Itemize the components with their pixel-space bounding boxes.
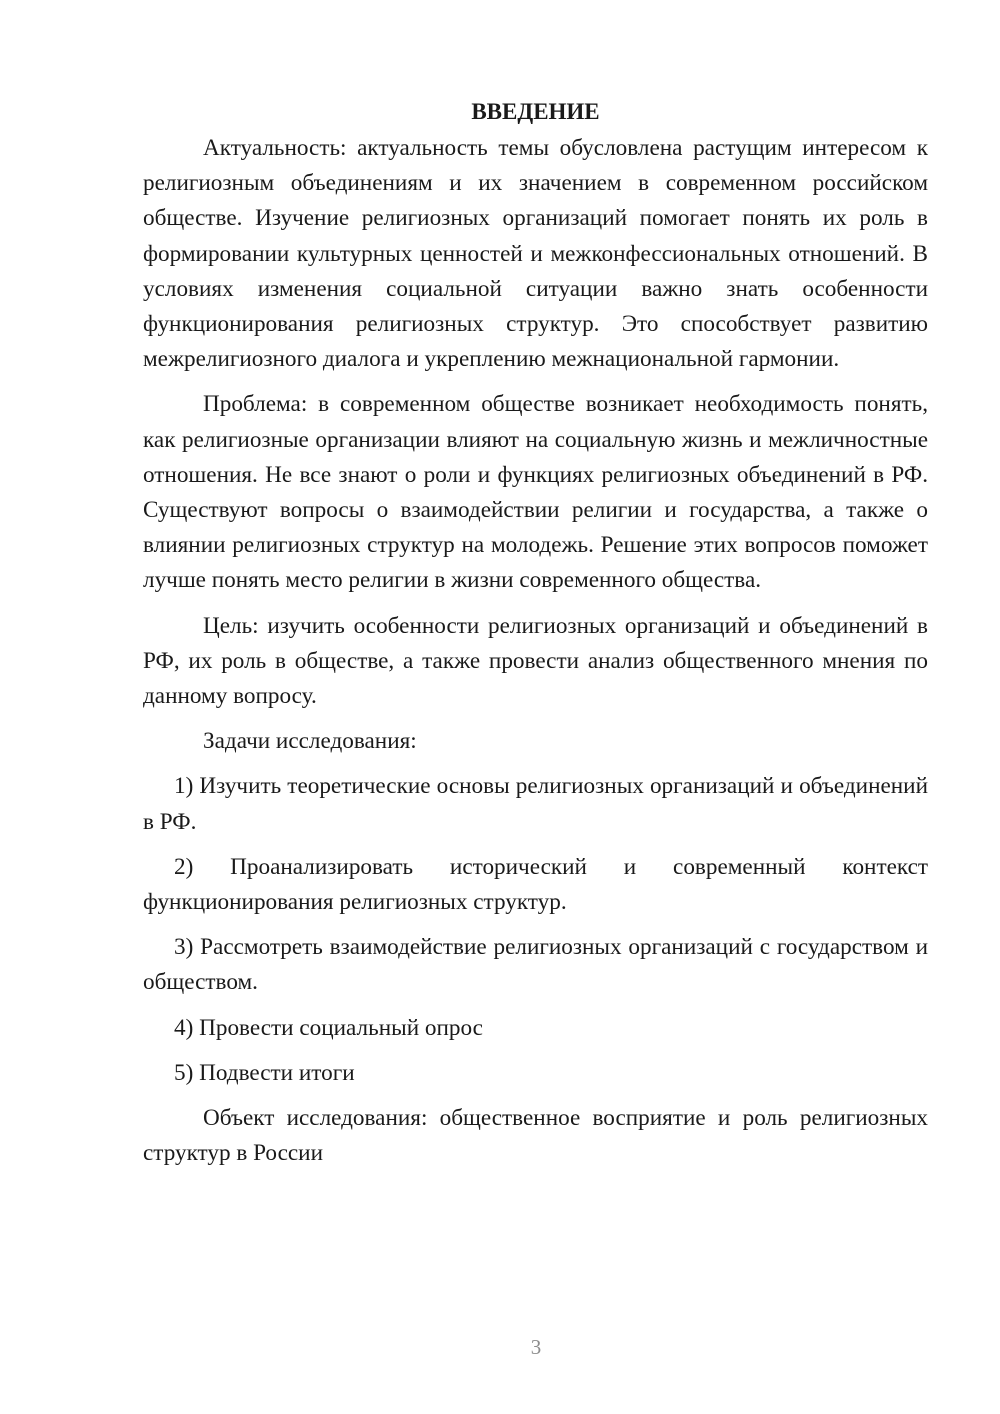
goal-paragraph: Цель: изучить особенности религиозных организаций и объединений в РФ, их роль в обществе, а также провести анализ общественного мнения по данному вопросу. — [143, 612, 928, 710]
page-number: 3 — [530, 1335, 542, 1359]
task-item-1: 1) Изучить теоретические основы религиозных организаций и объединений в РФ. — [143, 773, 928, 835]
problem-paragraph: Проблема: в современном обществе возникает необходимость понять, как религиозные организации влияют на социальную жизнь и межличностные отношения. Не все знают о роли и функциях религиозных объединений в РФ. Существуют вопросы о взаимодействии религии и государства, а также о влиянии религиозных структур на молодежь. Решение этих вопросов поможет лучше понять место религии в жизни современного общества. — [143, 391, 928, 594]
relevance-paragraph: Актуальность: актуальность темы обусловлена растущим интересом к религиозным объединениям и их значением в современном российском обществе. Изучение религиозных организаций помогает понять их роль в формировании культурных ценностей и межконфессиональных отношений. В условиях изменения социальной ситуации важно знать особенности функционирования религиозных структур. Это способствует развитию межрелигиозного диалога и укреплению межнациональной гармонии. — [143, 135, 928, 373]
task-item-5: 5) Подвести итоги — [174, 1059, 355, 1086]
task-item-4: 4) Провести социальный опрос — [174, 1014, 483, 1041]
page-title: ВВЕДЕНИЕ — [471, 99, 600, 124]
task-item-2: 2) Проанализировать исторический и современный контекст функционирования религиозных структур. — [143, 853, 928, 916]
page-content — [143, 96, 928, 1171]
tasks-heading: Задачи исследования: — [203, 728, 417, 755]
task-item-3: 3) Рассмотреть взаимодействие религиозных организаций с государством и обществом. — [143, 934, 928, 996]
object-paragraph: Объект исследования: общественное восприятие и роль религиозных структур в России — [143, 1105, 928, 1167]
